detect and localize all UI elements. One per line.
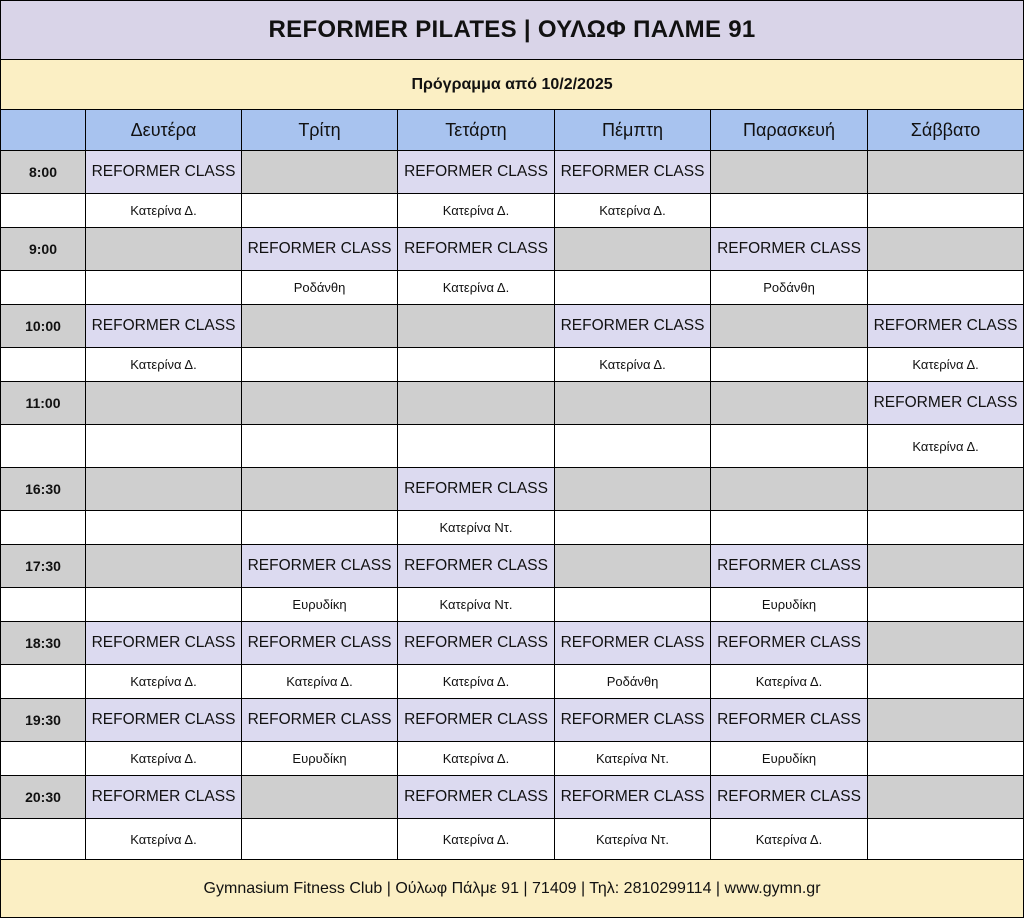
instructor-cell-tuesday: Ροδάνθη <box>242 271 398 305</box>
day-header-friday: Παρασκευή <box>711 110 868 151</box>
instructor-cell-saturday: Κατερίνα Δ. <box>868 425 1024 468</box>
time-slot-label: 11:00 <box>1 382 86 425</box>
class-cell-friday: REFORMER CLASS <box>711 545 868 588</box>
instructor-time-spacer <box>1 271 86 305</box>
class-cell-wednesday: REFORMER CLASS <box>398 699 555 742</box>
class-cell-friday <box>711 151 868 194</box>
class-cell-thursday: REFORMER CLASS <box>555 305 711 348</box>
instructor-cell-thursday: Κατερίνα Ντ. <box>555 819 711 860</box>
time-slot-label: 17:30 <box>1 545 86 588</box>
class-cell-saturday <box>868 699 1024 742</box>
instructor-cell-monday <box>86 425 242 468</box>
instructor-cell-friday <box>711 511 868 545</box>
instructor-cell-monday <box>86 511 242 545</box>
day-header-monday: Δευτέρα <box>86 110 242 151</box>
footer-contact-info: Gymnasium Fitness Club | Ούλωφ Πάλμε 91 | 71409 | Τηλ: 2810299114 | www.gymn.gr <box>1 860 1024 918</box>
instructor-row <box>1 511 1024 545</box>
instructor-row <box>1 348 1024 382</box>
class-cell-monday: REFORMER CLASS <box>86 305 242 348</box>
class-cell-friday <box>711 305 868 348</box>
class-cell-thursday: REFORMER CLASS <box>555 622 711 665</box>
class-cell-monday <box>86 382 242 425</box>
time-slot-label: 10:00 <box>1 305 86 348</box>
instructor-row <box>1 742 1024 776</box>
instructor-row <box>1 819 1024 860</box>
class-cell-friday: REFORMER CLASS <box>711 776 868 819</box>
class-cell-monday <box>86 228 242 271</box>
instructor-cell-saturday <box>868 511 1024 545</box>
instructor-cell-tuesday <box>242 194 398 228</box>
instructor-cell-wednesday: Κατερίνα Ντ. <box>398 588 555 622</box>
class-cell-wednesday <box>398 305 555 348</box>
instructor-cell-saturday <box>868 665 1024 699</box>
class-cell-wednesday: REFORMER CLASS <box>398 545 555 588</box>
instructor-row <box>1 588 1024 622</box>
instructor-time-spacer <box>1 511 86 545</box>
instructor-row <box>1 425 1024 468</box>
instructor-cell-saturday: Κατερίνα Δ. <box>868 348 1024 382</box>
class-cell-thursday <box>555 382 711 425</box>
class-row <box>1 151 1024 194</box>
instructor-cell-friday: Κατερίνα Δ. <box>711 819 868 860</box>
instructor-cell-tuesday <box>242 819 398 860</box>
instructor-cell-thursday <box>555 511 711 545</box>
time-slot-label: 18:30 <box>1 622 86 665</box>
class-cell-friday: REFORMER CLASS <box>711 228 868 271</box>
instructor-cell-saturday <box>868 271 1024 305</box>
schedule-date-subtitle: Πρόγραμμα από 10/2/2025 <box>1 60 1024 110</box>
class-cell-saturday: REFORMER CLASS <box>868 382 1024 425</box>
class-cell-saturday <box>868 468 1024 511</box>
instructor-cell-saturday <box>868 819 1024 860</box>
class-cell-tuesday <box>242 776 398 819</box>
class-cell-monday: REFORMER CLASS <box>86 776 242 819</box>
class-cell-friday <box>711 468 868 511</box>
instructor-cell-tuesday: Κατερίνα Δ. <box>242 665 398 699</box>
instructor-cell-thursday: Κατερίνα Ντ. <box>555 742 711 776</box>
class-cell-monday: REFORMER CLASS <box>86 151 242 194</box>
day-header-thursday: Πέμπτη <box>555 110 711 151</box>
class-row <box>1 382 1024 425</box>
class-row <box>1 776 1024 819</box>
class-cell-wednesday: REFORMER CLASS <box>398 151 555 194</box>
class-cell-monday: REFORMER CLASS <box>86 699 242 742</box>
instructor-cell-monday <box>86 588 242 622</box>
instructor-time-spacer <box>1 194 86 228</box>
days-header-row <box>1 110 1024 151</box>
instructor-cell-saturday <box>868 588 1024 622</box>
time-slot-label: 19:30 <box>1 699 86 742</box>
class-cell-wednesday: REFORMER CLASS <box>398 228 555 271</box>
day-header-wednesday: Τετάρτη <box>398 110 555 151</box>
instructor-cell-friday: Ροδάνθη <box>711 271 868 305</box>
time-column-header <box>1 110 86 151</box>
instructor-cell-wednesday: Κατερίνα Δ. <box>398 742 555 776</box>
instructor-cell-tuesday: Ευρυδίκη <box>242 588 398 622</box>
instructor-row <box>1 665 1024 699</box>
instructor-cell-thursday: Κατερίνα Δ. <box>555 348 711 382</box>
instructor-cell-friday <box>711 348 868 382</box>
class-cell-saturday: REFORMER CLASS <box>868 305 1024 348</box>
time-slot-label: 20:30 <box>1 776 86 819</box>
instructor-cell-friday: Ευρυδίκη <box>711 742 868 776</box>
instructor-cell-thursday: Κατερίνα Δ. <box>555 194 711 228</box>
class-cell-friday <box>711 382 868 425</box>
class-cell-thursday <box>555 468 711 511</box>
class-cell-friday: REFORMER CLASS <box>711 622 868 665</box>
class-cell-wednesday: REFORMER CLASS <box>398 468 555 511</box>
instructor-cell-wednesday: Κατερίνα Δ. <box>398 194 555 228</box>
class-cell-thursday: REFORMER CLASS <box>555 151 711 194</box>
time-slot-label: 9:00 <box>1 228 86 271</box>
instructor-time-spacer <box>1 425 86 468</box>
class-row <box>1 468 1024 511</box>
instructor-time-spacer <box>1 348 86 382</box>
instructor-cell-friday: Ευρυδίκη <box>711 588 868 622</box>
instructor-cell-wednesday: Κατερίνα Δ. <box>398 665 555 699</box>
instructor-cell-saturday <box>868 742 1024 776</box>
instructor-cell-wednesday <box>398 425 555 468</box>
instructor-cell-monday: Κατερίνα Δ. <box>86 665 242 699</box>
class-cell-monday: REFORMER CLASS <box>86 622 242 665</box>
instructor-cell-wednesday <box>398 348 555 382</box>
instructor-cell-saturday <box>868 194 1024 228</box>
instructor-cell-monday: Κατερίνα Δ. <box>86 194 242 228</box>
instructor-cell-thursday: Ροδάνθη <box>555 665 711 699</box>
class-row <box>1 305 1024 348</box>
instructor-cell-friday <box>711 425 868 468</box>
class-cell-tuesday: REFORMER CLASS <box>242 699 398 742</box>
class-row <box>1 622 1024 665</box>
instructor-cell-friday <box>711 194 868 228</box>
instructor-cell-friday: Κατερίνα Δ. <box>711 665 868 699</box>
class-cell-tuesday: REFORMER CLASS <box>242 545 398 588</box>
class-cell-tuesday <box>242 305 398 348</box>
class-cell-wednesday: REFORMER CLASS <box>398 622 555 665</box>
class-cell-tuesday <box>242 468 398 511</box>
instructor-cell-tuesday <box>242 425 398 468</box>
class-row <box>1 545 1024 588</box>
class-cell-saturday <box>868 545 1024 588</box>
class-cell-friday: REFORMER CLASS <box>711 699 868 742</box>
page-title: REFORMER PILATES | ΟΥΛΩΦ ΠΑΛΜΕ 91 <box>1 1 1024 60</box>
class-cell-tuesday <box>242 382 398 425</box>
class-cell-thursday <box>555 228 711 271</box>
instructor-row <box>1 194 1024 228</box>
instructor-cell-monday: Κατερίνα Δ. <box>86 742 242 776</box>
instructor-cell-monday: Κατερίνα Δ. <box>86 819 242 860</box>
class-cell-monday <box>86 468 242 511</box>
instructor-time-spacer <box>1 742 86 776</box>
instructor-time-spacer <box>1 819 86 860</box>
instructor-time-spacer <box>1 665 86 699</box>
class-cell-tuesday: REFORMER CLASS <box>242 622 398 665</box>
time-slot-label: 8:00 <box>1 151 86 194</box>
class-cell-thursday: REFORMER CLASS <box>555 776 711 819</box>
day-header-tuesday: Τρίτη <box>242 110 398 151</box>
class-cell-thursday <box>555 545 711 588</box>
time-slot-label: 16:30 <box>1 468 86 511</box>
instructor-cell-tuesday <box>242 511 398 545</box>
instructor-cell-wednesday: Κατερίνα Δ. <box>398 271 555 305</box>
class-cell-saturday <box>868 776 1024 819</box>
class-cell-saturday <box>868 622 1024 665</box>
instructor-cell-monday <box>86 271 242 305</box>
instructor-cell-tuesday: Ευρυδίκη <box>242 742 398 776</box>
instructor-cell-tuesday <box>242 348 398 382</box>
instructor-cell-wednesday: Κατερίνα Ντ. <box>398 511 555 545</box>
class-cell-wednesday <box>398 382 555 425</box>
instructor-cell-thursday <box>555 271 711 305</box>
class-row <box>1 228 1024 271</box>
class-cell-tuesday <box>242 151 398 194</box>
class-row <box>1 699 1024 742</box>
instructor-cell-thursday <box>555 425 711 468</box>
class-cell-tuesday: REFORMER CLASS <box>242 228 398 271</box>
instructor-time-spacer <box>1 588 86 622</box>
instructor-cell-monday: Κατερίνα Δ. <box>86 348 242 382</box>
instructor-cell-thursday <box>555 588 711 622</box>
class-cell-monday <box>86 545 242 588</box>
class-cell-thursday: REFORMER CLASS <box>555 699 711 742</box>
class-cell-saturday <box>868 151 1024 194</box>
instructor-cell-wednesday: Κατερίνα Δ. <box>398 819 555 860</box>
day-header-saturday: Σάββατο <box>868 110 1024 151</box>
class-cell-wednesday: REFORMER CLASS <box>398 776 555 819</box>
class-cell-saturday <box>868 228 1024 271</box>
instructor-row <box>1 271 1024 305</box>
